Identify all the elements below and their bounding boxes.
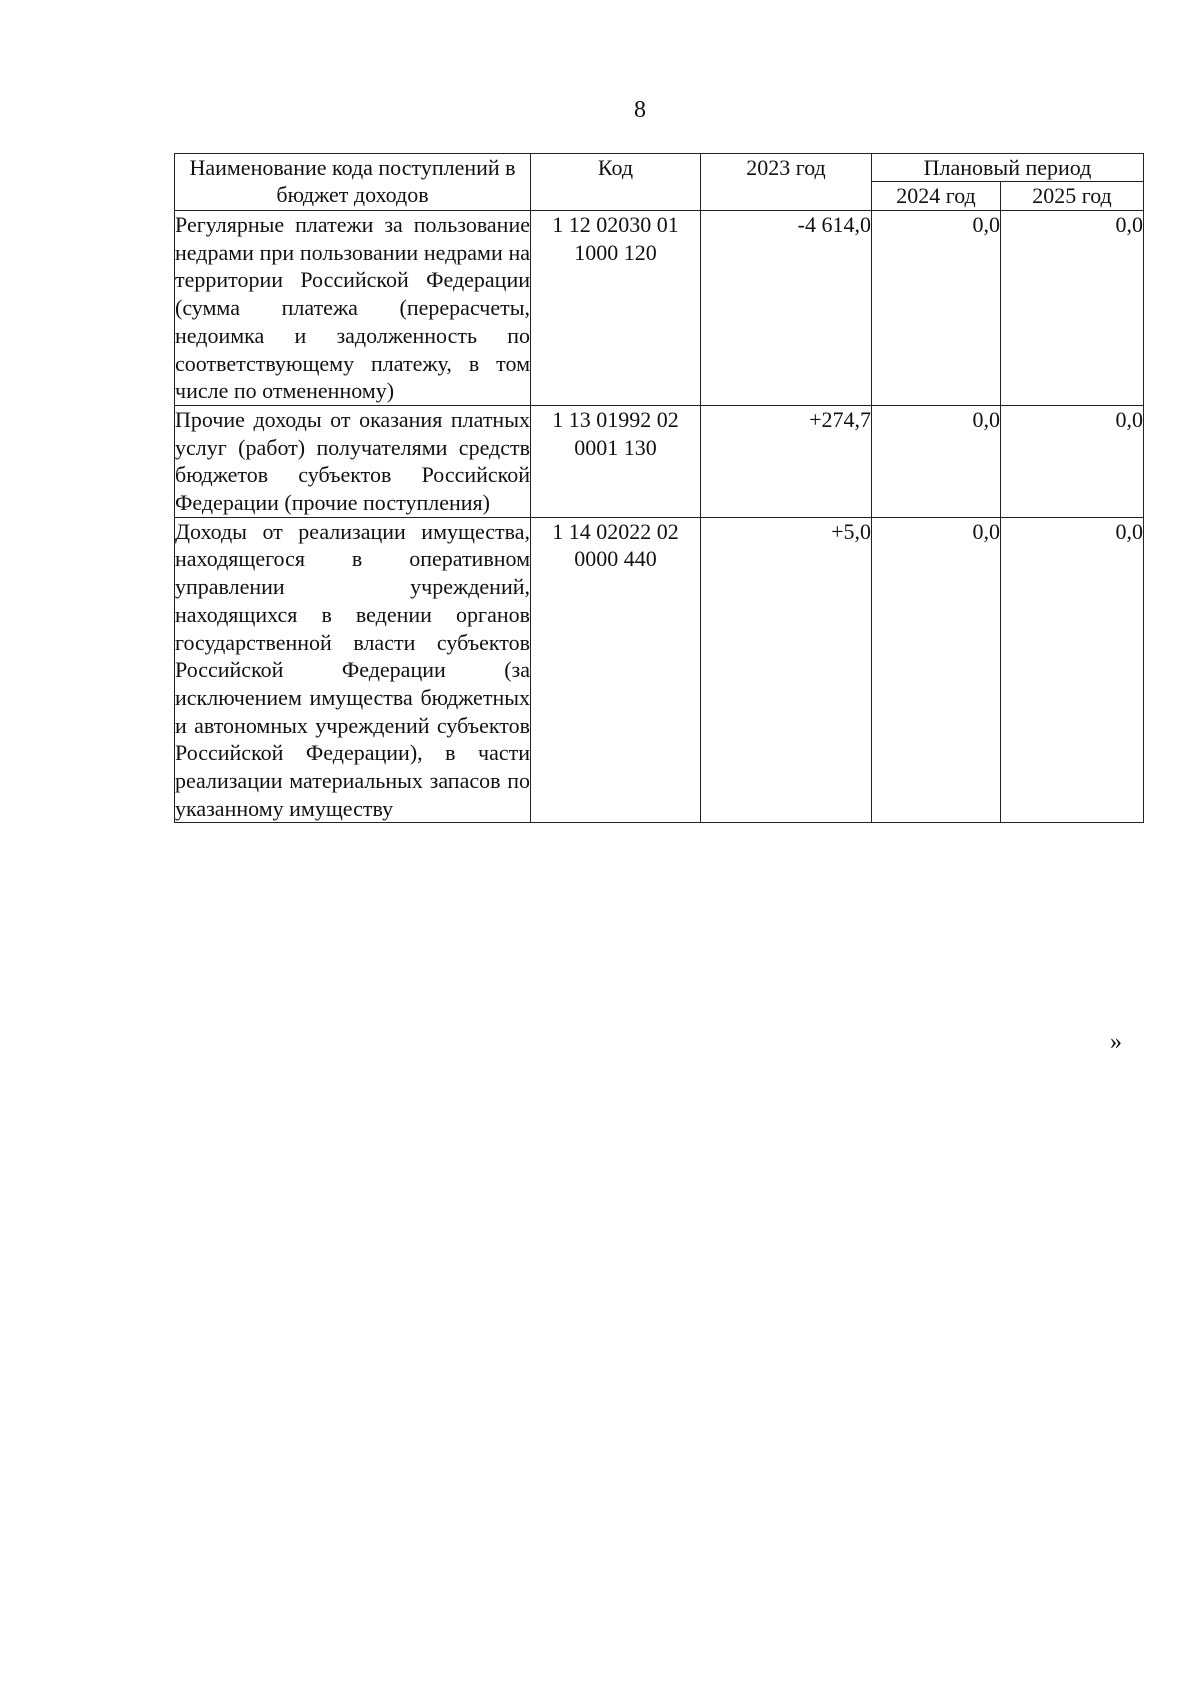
- row-code: 1 12 02030 01 1000 120: [531, 211, 701, 406]
- row-name: Прочие доходы от оказания платных услуг (работ) получателями средств бюджетов субъектов Российской Федерации (прочие поступления): [175, 405, 531, 517]
- row-value-2025: 0,0: [1001, 211, 1144, 406]
- row-value-2025: 0,0: [1001, 405, 1144, 517]
- header-row: [175, 154, 1144, 182]
- header-year-2024: 2024 год: [872, 182, 1001, 211]
- closing-quote-mark: »: [1110, 1029, 1122, 1055]
- row-value-2024: 0,0: [872, 211, 1001, 406]
- revenue-table: [174, 153, 1144, 823]
- table-row: [175, 517, 1144, 823]
- header-name: Наименование кода поступлений в бюджет доходов: [175, 154, 531, 211]
- row-value-2023: -4 614,0: [701, 211, 872, 406]
- header-planned-period: Плановый период: [872, 154, 1144, 182]
- table-row: [175, 405, 1144, 517]
- page-number: 8: [634, 97, 646, 123]
- header-year-2023: 2023 год: [701, 154, 872, 211]
- header-year-2025: 2025 год: [1001, 182, 1144, 211]
- row-value-2024: 0,0: [872, 405, 1001, 517]
- row-name: Регулярные платежи за пользование недрами при пользовании недрами на территории Российской Федерации (сумма платежа (перерасчеты, недоимка и задолженность по соответствующему платежу, в том числе по отмененному): [175, 211, 531, 406]
- row-value-2025: 0,0: [1001, 517, 1144, 823]
- row-code: 1 14 02022 02 0000 440: [531, 517, 701, 823]
- header-code: Код: [531, 154, 701, 211]
- row-code: 1 13 01992 02 0001 130: [531, 405, 701, 517]
- row-value-2023: +274,7: [701, 405, 872, 517]
- table-row: [175, 211, 1144, 406]
- row-value-2024: 0,0: [872, 517, 1001, 823]
- row-name: Доходы от реализации имущества, находящегося в оперативном управлении учреждений, находящихся в ведении органов государственной власти субъектов Российской Федерации (за исключением имущества бюджетных и автономных учреждений субъектов Российской Федерации), в части реализации материальных запасов по указанному имуществу: [175, 517, 531, 823]
- row-value-2023: +5,0: [701, 517, 872, 823]
